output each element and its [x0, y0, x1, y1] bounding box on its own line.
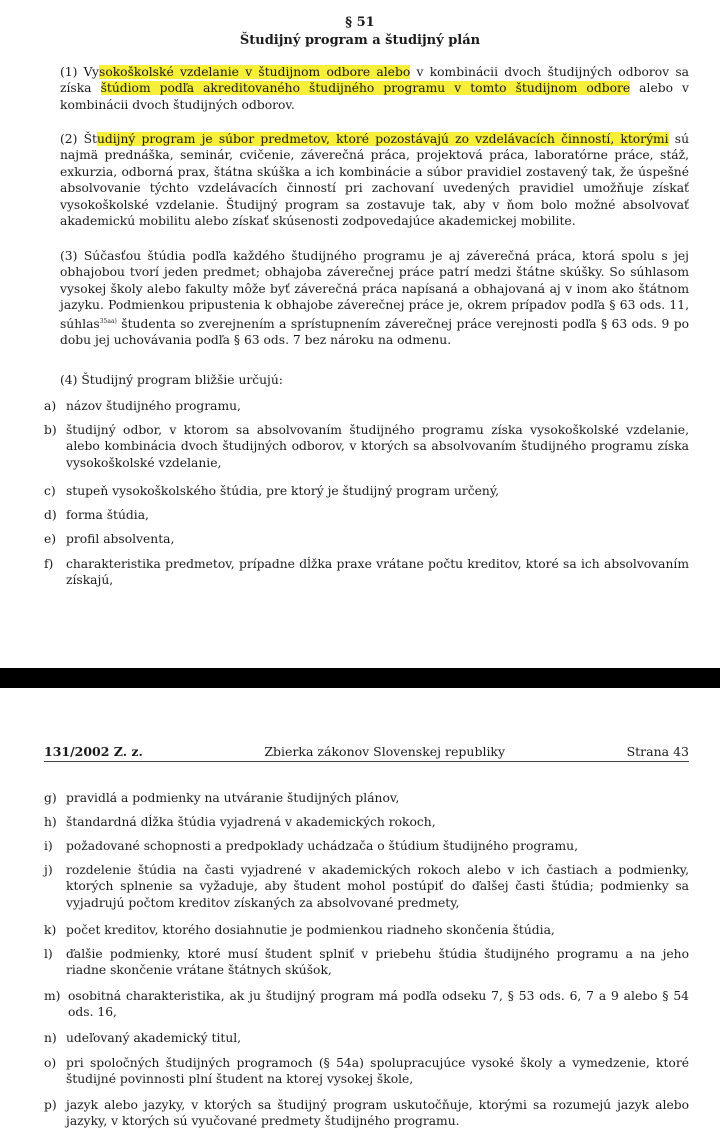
- list-item: b) študijný odbor, v ktorom sa absolvovaním študijného programu získa vysokoškolské vzdelanie, alebo kombinácia dvoch študijných odborov, v ktorých sa absolvovaním študijného programu získa vysokoškolské vzdelanie,: [44, 423, 689, 470]
- section-title: Študijný program a študijný plán: [239, 33, 481, 48]
- list-item: n) udeľovaný akademický titul,: [44, 1031, 242, 1045]
- paragraph-2: [44, 131, 689, 229]
- running-header: [44, 744, 689, 759]
- paragraph-4: (4) Študijný program bližšie určujú:: [60, 373, 283, 387]
- list-item: d) forma štúdia,: [44, 508, 149, 522]
- list-item: g) pravidlá a podmienky na utváranie študijných plánov,: [44, 791, 400, 805]
- p3-text-2: študenta so zverejnením a sprístupnením záverečnej práce verejnosti podľa § 63 ods. 9 po dobu jej uchovávania podľa § 63 ods. 7 bez nároku na odmenu.: [60, 316, 689, 348]
- header-publication: Zbierka zákonov Slovenskej republiky: [264, 744, 506, 759]
- list-item: m) osobitná charakteristika, ak ju študijný program má podľa odseku 7, § 53 ods. 6, 7 a 9 alebo § 54 ods. 16,: [44, 989, 689, 1020]
- p1-highlight-1: sokoškolské vzdelanie v študijnom odbore alebo: [99, 65, 411, 79]
- p2-post: sú najmä prednáška, seminár, cvičenie, záverečná práca, projektová práca, laboratórne práce, stáž, exkurzia, odborná prax, štátna skúška a ich kombinácie a súbor pravidiel zostavený tak, že úspešné absolvovanie týchto vzdelávacích činností pri zachovaní uvedených pravidiel umožňuje získať vysokoškolské vzdelanie. Študijný program sa zostavuje tak, aby v ňom bolo možné absolvovať akademickú mobilitu alebo získať skúsenosti zodpovedajúce akademickej mobilite.: [60, 132, 689, 229]
- p3-text-1: (3) Súčasťou štúdia podľa každého študijného programu je aj záverečná práca, ktorá spolu s jej obhajobou tvorí jeden predmet; obhajoba záverečnej práce patrí medzi štátne skúšky. So súhlasom vysokej školy alebo fakulty môže byť záverečná práca napísaná a obhajovaná aj v inom ako štátnom jazyku. Podmienkou pripustenia k obhajobe záverečnej práce je, okrem prípadov podľa § 63 ods. 11, súhlas: [60, 249, 689, 331]
- p1-post: alebo v kombinácii dvoch študijných odborov.: [60, 81, 689, 112]
- list-item: c) stupeň vysokoškolského štúdia, pre ktorý je študijný program určený,: [44, 484, 500, 498]
- list-item: a) názov študijného programu,: [44, 399, 241, 413]
- list-item: k) počet kreditov, ktorého dosiahnutie je podmienkou riadneho skončenia štúdia,: [44, 923, 555, 937]
- list-item: e) profil absolventa,: [44, 532, 175, 546]
- list-item: p) jazyk alebo jazyky, v ktorých sa študijný program uskutočňuje, ktorými sa rozumejú jazyk alebo jazyky, v ktorých sú vyučované predmety študijného programu.: [44, 1098, 689, 1129]
- p1-mid: v kombinácii dvoch študijných odborov sa získa: [60, 65, 689, 96]
- header-page-number: Strana 43: [626, 744, 689, 759]
- section-number: § 51: [345, 15, 375, 30]
- p1-pre: (1) Vy: [60, 65, 100, 79]
- list-item: i) požadované schopnosti a predpoklady uchádzača o štúdium študijného programu,: [44, 839, 578, 853]
- list-item: h) štandardná dĺžka štúdia vyjadrená v akademických rokoch,: [44, 815, 436, 829]
- list-item: f) charakteristika predmetov, prípadne dĺžka praxe vrátane počtu kreditov, ktoré sa ich absolvovaním získajú,: [44, 557, 689, 588]
- p1-highlight-2: štúdiom podľa akreditovaného študijného programu v tomto študijnom odbore: [100, 81, 631, 96]
- page-separator-band: [0, 668, 720, 688]
- page-lower: [0, 688, 720, 1139]
- list-item: j) rozdelenie štúdia na časti vyjadrené v akademických rokoch alebo v ich častiach a podmienky, ktorých splnenie sa vyžaduje, aby študent mohol postúpiť do ďalšej časti štúdia; podmienky sa vyjadrujú počtom kreditov získaných za absolvované predmety,: [44, 863, 689, 910]
- paragraph-1: [44, 64, 689, 113]
- paragraph-3: [44, 248, 689, 349]
- footnote-ref: 35aa): [99, 317, 117, 325]
- header-rule: [44, 761, 689, 762]
- p2-pre: (2) Št: [60, 132, 97, 146]
- header-law-number: 131/2002 Z. z.: [44, 744, 143, 759]
- list-item: o) pri spoločných študijných programoch (§ 54a) spolupracujúce vysoké školy a vymedzenie, ktoré študijné povinnosti plní študent na ktorej vysokej škole,: [44, 1056, 689, 1087]
- p2-highlight: udijný program je súbor predmetov, ktoré pozostávajú zo vzdelávacích činností, ktorými: [96, 132, 669, 146]
- list-item: l) ďalšie podmienky, ktoré musí študent splniť v priebehu štúdia študijného programu a na jeho riadne skončenie vrátane štátnych skúšok,: [44, 947, 689, 978]
